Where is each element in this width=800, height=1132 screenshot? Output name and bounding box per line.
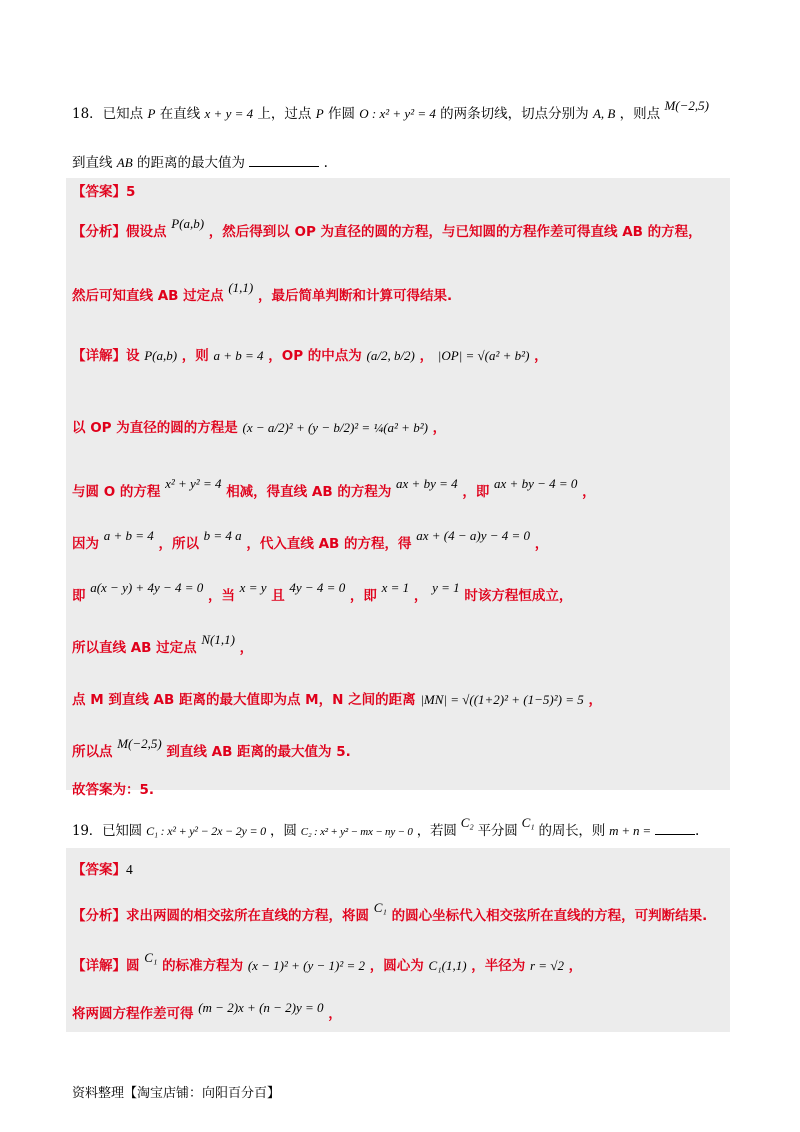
detail-text: ，: [413, 588, 428, 604]
sol18-detail8: [72, 736, 351, 762]
final-answer: 故答案为：5.: [72, 782, 155, 798]
detail-text: 点 M 到直线 AB 距离的最大值即为点 M，N 之间的距离: [72, 692, 416, 708]
q18-line1: [72, 98, 709, 124]
math-midpoint: (a/2, b/2): [366, 348, 415, 363]
q19-text: 的周长，则: [538, 823, 606, 839]
q19-text: .: [695, 823, 700, 839]
q18-text: 在直线: [159, 106, 201, 122]
sol19-answer: [72, 860, 133, 880]
math-line-eq: x + y = 4: [204, 106, 254, 121]
math-eq: a(x − y) + 4y − 4 = 0: [90, 580, 204, 595]
math-circle-eq: (x − a/2)² + (y − b/2)² = ¼(a² + b²): [242, 420, 428, 435]
detail-text: ，: [432, 420, 447, 436]
detail-text: ，: [328, 1006, 342, 1022]
q19-line1: [72, 815, 700, 842]
sol18-detail7: [72, 690, 602, 710]
detail-text: 与圆 O 的方程: [72, 484, 161, 500]
q18-text: 的距离的最大值为: [136, 155, 245, 171]
math-point: P(a,b): [171, 216, 205, 231]
q18-text: 18．已知点: [72, 106, 144, 122]
answer-label: 【答案】: [72, 184, 126, 200]
detail-text: 到直线 AB 距离的最大值为 5.: [166, 744, 351, 760]
q18-text: .: [323, 155, 328, 171]
detail-text: 即: [72, 588, 86, 604]
detail-text: ，: [582, 484, 596, 500]
detail-text: ，所以: [158, 536, 199, 552]
q18-text: 的两条切线，切点分别为: [440, 106, 589, 122]
sol18-analysis2: [72, 280, 453, 306]
page-footer: 资料整理【淘宝店铺：向阳百分百】: [72, 1086, 281, 1101]
math-eq: y = 1: [432, 580, 460, 595]
math-c1: C₁: [144, 950, 158, 965]
analysis-text: ，最后简单判断和计算可得结果.: [257, 288, 453, 304]
detail-text: 时该方程恒成立，: [464, 588, 573, 604]
math-eq: (m − 2)x + (n − 2)y = 0: [198, 1000, 324, 1015]
math-eq: ax + by = 4: [396, 476, 458, 491]
math-p: P: [315, 106, 324, 121]
math-center: C₁(1,1): [428, 958, 467, 973]
detail-text: 相减，得直线 AB 的方程为: [226, 484, 392, 500]
detail-text: ，代入直线 AB 的方程，得: [246, 536, 412, 552]
math-point: (1,1): [228, 280, 254, 295]
math-eq: m + n =: [609, 823, 651, 838]
math-p: P: [147, 106, 156, 121]
math-eq: a + b = 4: [103, 528, 154, 543]
q18-line2: [72, 152, 328, 173]
q19-text: 19．已知圆: [72, 823, 142, 839]
math-circle-c2: C₂ : x² + y² − mx − ny − 0: [300, 826, 413, 838]
detail-text: 所以直线 AB 过定点: [72, 640, 197, 656]
detail-text: 且: [271, 588, 285, 604]
detail-text: 所以点: [72, 744, 113, 760]
analysis-text: 【分析】假设点: [72, 224, 167, 240]
math-ab: A, B: [592, 106, 616, 121]
math-c1: C₁: [373, 900, 387, 915]
detail-text: ，: [534, 536, 549, 552]
math-circle-c1: C₁ : x² + y² − 2x − 2y = 0: [146, 824, 266, 838]
q19-text: ，若圆: [416, 823, 457, 839]
detail-text: 以 OP 为直径的圆的方程是: [72, 420, 238, 436]
detail-text: 将两圆方程作差可得: [72, 1006, 194, 1022]
sol18-detail1: [72, 346, 548, 366]
detail-text: 因为: [72, 536, 99, 552]
math-eq: ax + by − 4 = 0: [494, 476, 578, 491]
detail-text: ，: [588, 692, 602, 708]
sol19-detail2: [72, 1000, 342, 1024]
math-ab: AB: [116, 155, 133, 170]
sol18-final: [72, 780, 154, 800]
math-point-m: M(−2,5): [117, 736, 162, 751]
sol19-analysis: [72, 900, 708, 926]
q19-text: 平分圆: [477, 823, 518, 839]
analysis-text: 然后可知直线 AB 过定点: [72, 288, 224, 304]
sol18-detail5: [72, 580, 573, 606]
answer-blank: [249, 152, 319, 167]
q18-text: 作圆: [327, 106, 355, 122]
answer-label: 【答案】: [72, 862, 126, 878]
math-c2: C₂: [460, 815, 474, 830]
detail-text: 【详解】设: [72, 348, 140, 364]
detail-text: ，: [419, 348, 434, 364]
sol18-detail3: [72, 476, 596, 502]
detail-text: 的标准方程为: [162, 958, 244, 974]
answer-value: 5: [126, 184, 136, 200]
detail-text: ，圆心为: [369, 958, 424, 974]
sol18-detail2: [72, 418, 446, 438]
math-point: P(a,b): [144, 348, 178, 363]
math-radius: r = √2: [529, 958, 564, 973]
math-point-m: M(−2,5): [664, 98, 709, 113]
math-eq: 4y − 4 = 0: [289, 580, 346, 595]
math-c1: C₁: [521, 815, 535, 830]
detail-text: ，: [239, 640, 254, 656]
math-eq: b = 4 a: [203, 528, 242, 543]
q19-text: ，圆: [270, 823, 297, 839]
detail-text: ，当: [207, 588, 235, 604]
sol18-detail6: [72, 632, 254, 658]
detail-text: ，半径为: [471, 958, 526, 974]
analysis-text: 【分析】求出两圆的相交弦所在直线的方程，将圆: [72, 908, 369, 924]
detail-text: ，即: [462, 484, 490, 500]
analysis-text: ，然后得到以 OP 为直径的圆的方程，与已知圆的方程作差可得直线 AB 的方程，: [208, 224, 702, 240]
sol19-detail1: [72, 950, 583, 976]
math-eq: a + b = 4: [213, 348, 264, 363]
detail-text: ，: [534, 348, 548, 364]
math-eq: ax + (4 − a)y − 4 = 0: [416, 528, 531, 543]
math-eq: x = y: [239, 580, 267, 595]
q18-text: ，则点: [619, 106, 661, 122]
math-eq: x² + y² = 4: [165, 476, 222, 491]
answer-value: 4: [126, 862, 133, 877]
answer-blank: [655, 820, 695, 835]
detail-text: ，则: [181, 348, 209, 364]
analysis-text: 的圆心坐标代入相交弦所在直线的方程，可判断结果.: [391, 908, 708, 924]
sol18-detail4: [72, 528, 549, 554]
sol18-analysis1: [72, 216, 702, 242]
detail-text: ，即: [349, 588, 377, 604]
math-circle-eq: (x − 1)² + (y − 1)² = 2: [247, 958, 366, 973]
detail-text: ，: [568, 958, 583, 974]
q18-text: 上，过点: [257, 106, 312, 122]
q18-text: 到直线: [72, 155, 113, 171]
math-circle-eq: O : x² + y² = 4: [359, 106, 436, 121]
math-distance: |OP| = √(a² + b²): [437, 348, 530, 363]
detail-text: 【详解】圆: [72, 958, 140, 974]
math-point: N(1,1): [201, 632, 235, 647]
math-distance: |MN| = √((1+2)² + (1−5)²) = 5: [420, 692, 584, 707]
math-eq: x = 1: [381, 580, 410, 595]
sol18-answer: [72, 182, 135, 202]
detail-text: ，OP 的中点为: [268, 348, 362, 364]
